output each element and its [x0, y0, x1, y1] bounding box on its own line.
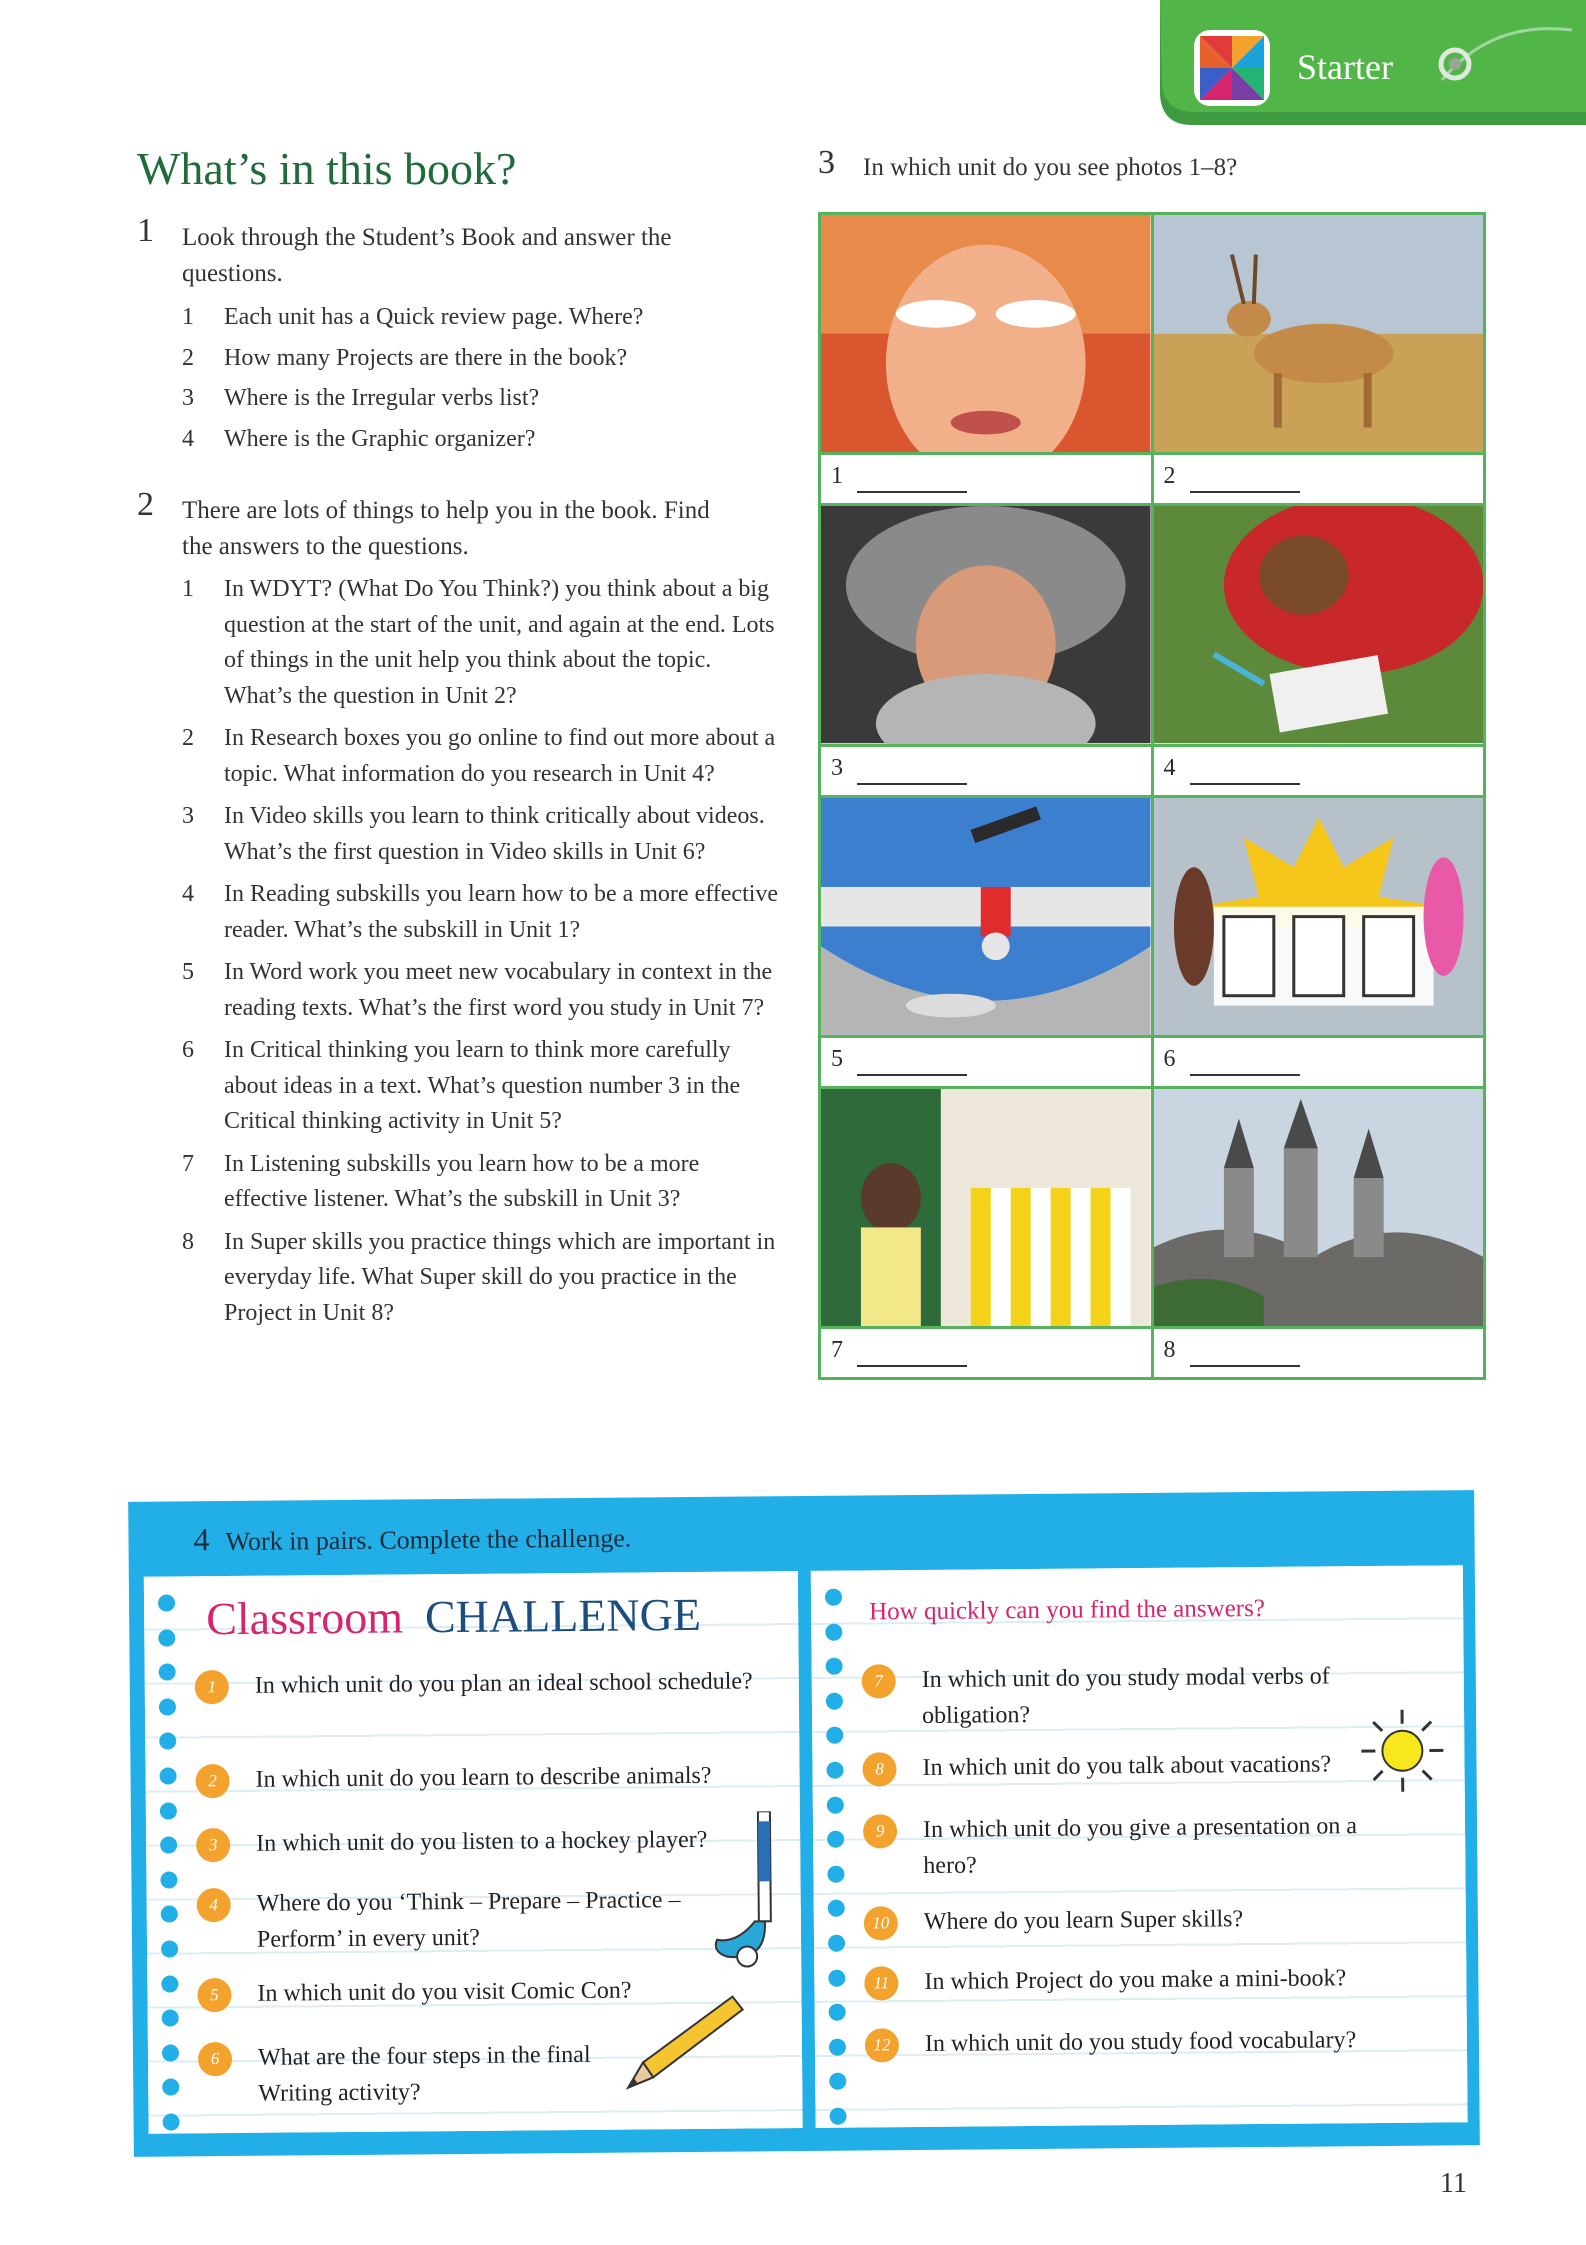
starter-tab: [1152, 0, 1586, 125]
photo-cell: [1154, 506, 1484, 794]
comic-con-photo: [1154, 798, 1484, 1035]
list-item: 3 In which unit do you listen to a hockey player?: [196, 1822, 716, 1863]
list-item: 11 In which Project do you make a mini-book?: [864, 1960, 1424, 2001]
photo-cell: [1154, 1089, 1484, 1377]
photo-cell: [821, 215, 1151, 503]
answer-blank[interactable]: 1: [821, 452, 1151, 503]
list-item: 12 In which unit do you study food vocabulary?: [865, 2022, 1425, 2063]
page-title: What’s in this book?: [137, 143, 517, 194]
exercise-1-instruction: Look through the Student’s Book and answer the questions.: [182, 224, 672, 287]
list-item: 7 In Listening subskills you learn how to be a more effective listener. What’s the subskill in Unit 3?: [182, 1150, 700, 1212]
fur-hat-face-photo: [821, 506, 1151, 743]
list-item: 4 Where do you ‘Think – Prepare – Practice – Perform’ in every unit?: [197, 1882, 708, 1958]
list-item: 9 In which unit do you give a presentation on a hero?: [863, 1808, 1384, 1885]
list-item: 1 In which unit do you plan an ideal school schedule?: [195, 1663, 755, 1704]
list-item: 4 Where is the Graphic organizer?: [182, 425, 536, 452]
skateboarder-photo: [821, 798, 1151, 1035]
list-item: 3 Where is the Irregular verbs list?: [182, 385, 540, 411]
challenge-notepad-right: [811, 1565, 1468, 2128]
list-item: 8 In which unit do you talk about vacations?: [862, 1746, 1382, 1787]
photo-cell: [821, 506, 1151, 794]
hockey-stick-icon: [706, 1811, 787, 1972]
list-item: 1 In WDYT? (What Do You Think?) you think about a big question at the start of the unit, and again at the end. Lots of things in the unit help you think about the topic. What’s the question in Unit 2?: [182, 576, 775, 709]
page-number: 11: [1440, 2168, 1467, 2199]
list-item: 6 What are the four steps in the final Writing activity?: [198, 2037, 619, 2113]
list-item: 5 In which unit do you visit Comic Con?: [197, 1971, 757, 2012]
challenge-notepad-left: [144, 1571, 803, 2134]
writing-boy-photo: [1154, 506, 1484, 743]
answer-blank[interactable]: 7: [821, 1326, 1151, 1377]
answer-blank[interactable]: 5: [821, 1035, 1151, 1086]
rainbow-cube-icon: [1192, 28, 1272, 108]
list-item: 8 In Super skills you practice things which are important in everyday life. What Super skill do you practice in the Project in Unit 8?: [182, 1228, 776, 1326]
exercise-1-number: 1: [137, 212, 154, 249]
sun-icon: [1357, 1705, 1448, 1796]
challenge-title: Classroom CHALLENGE: [205, 1588, 702, 1645]
exercise-3-instruction: In which unit do you see photos 1–8?: [863, 154, 1238, 181]
list-item: 6 In Critical thinking you learn to think more carefully about ideas in a text. What’s question number 3 in the Critical thinking activity in Unit 5?: [182, 1037, 741, 1134]
list-item: 5 In Word work you meet new vocabulary in context in the reading texts. What’s the first word you study in Unit 7?: [182, 959, 773, 1021]
exercise-2-number: 2: [137, 486, 154, 523]
exercise-3-number: 3: [818, 144, 835, 181]
castle-photo: [1154, 1089, 1484, 1326]
spiral-binding: [825, 1589, 848, 2143]
glowing-eyes-face-photo: [821, 215, 1151, 452]
answer-blank[interactable]: 3: [821, 744, 1151, 795]
photo-cell: [1154, 798, 1484, 1086]
answer-blank[interactable]: 6: [1154, 1035, 1484, 1086]
list-item: 2 How many Projects are there in the book?: [182, 344, 628, 371]
exercise-4-instruction: 4 Work in pairs. Complete the challenge.: [193, 1521, 632, 1558]
starter-label: Starter: [1297, 47, 1393, 87]
lemonade-stand-photo: [821, 1089, 1151, 1326]
answer-blank[interactable]: 4: [1154, 744, 1484, 795]
list-item: 10 Where do you learn Super skills?: [864, 1900, 1424, 1941]
list-item: 2 In Research boxes you go online to find out more about a topic. What information do you research in Unit 4?: [182, 725, 776, 787]
photo-cell: [1154, 215, 1484, 503]
list-item: 1 Each unit has a Quick review page. Where?: [182, 304, 644, 330]
exercise-1-list: [182, 300, 782, 462]
antelope-photo: [1154, 215, 1484, 452]
challenge-box: [128, 1490, 1480, 2157]
list-item: 2 In which unit do you learn to describe animals?: [195, 1757, 755, 1798]
list-item: 7 In which unit do you study modal verbs of obligation?: [862, 1658, 1343, 1734]
challenge-subtitle: How quickly can you find the answers?: [869, 1594, 1265, 1626]
pencil-icon: [617, 1991, 748, 2092]
photo-cell: [821, 798, 1151, 1086]
answer-blank[interactable]: 2: [1154, 452, 1484, 503]
photo-grid: [818, 212, 1486, 1380]
photo-cell: [821, 1089, 1151, 1377]
exercise-2-list: [182, 572, 782, 1338]
answer-blank[interactable]: 8: [1154, 1326, 1484, 1377]
exercise-2-instruction: There are lots of things to help you in the book. Find the answers to the questions.: [182, 497, 710, 560]
magnifier-icon: [1435, 44, 1475, 84]
spiral-binding: [158, 1594, 181, 2148]
list-item: 3 In Video skills you learn to think critically about videos. What’s the first question in Video skills in Unit 6?: [182, 803, 765, 865]
list-item: 4 In Reading subskills you learn how to be a more effective reader. What’s the subskill in Unit 1?: [182, 881, 779, 943]
